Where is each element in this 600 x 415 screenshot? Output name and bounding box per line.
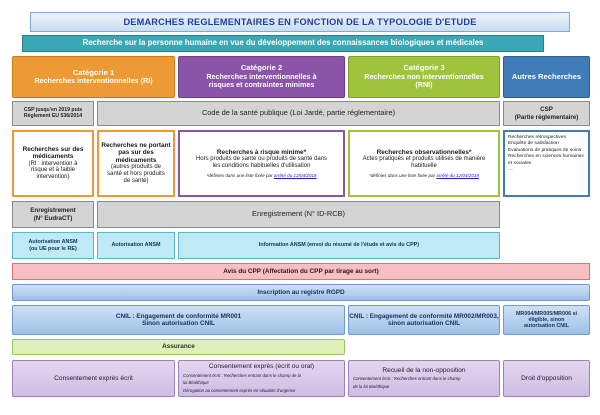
cnil-mr004-line3: autorisation CNIL — [524, 323, 569, 330]
detail-4-note-link[interactable]: arrêté du 12/04/2018 — [436, 172, 480, 178]
consent-2-fine-3: Dérogation au consentement exprès en situation d'urgence — [183, 388, 296, 394]
detail-4-body-2: habituelle — [411, 163, 437, 170]
category-4-name: Autres Recherches — [511, 71, 582, 81]
category-3-desc-2: (RNI) — [415, 80, 433, 90]
detail-2-body-2: santé et hors produits — [107, 171, 165, 178]
consent-3-fine-1: Consentement écrit : Recherches entrant dans le champ — [353, 376, 461, 382]
code-row-cat1 — [12, 101, 94, 126]
ansm-cat1b-text: Autorisation ANSM — [111, 242, 161, 249]
category-2-desc-2: risques et contraintes minimes — [208, 80, 315, 90]
rgpd-registry-text: Inscription au registre RGPD — [257, 288, 345, 296]
consent-express-oral-or-written — [178, 360, 345, 397]
registration-eudract-line1: Enregistrement — [30, 207, 76, 215]
consent-4-text: Droit d'opposition — [521, 374, 572, 382]
detail-box-medicaments — [12, 130, 94, 197]
code-row-autres — [503, 101, 590, 126]
code-row-cat1-line2: Règlement EU 536/2014 — [23, 112, 83, 119]
code-row-cat1-line1: CSP jusqu'en 2019 puis — [23, 106, 83, 113]
scope-banner-text: Recherche sur la personne humaine en vue du développement des connaissances biologiques et médicales — [82, 38, 484, 48]
detail-4-note-prefix: *définies dans une liste fixée par — [368, 172, 437, 178]
category-header-4 — [503, 56, 590, 98]
code-row-middle-text: Code de la santé publique (Loi Jardé, partie réglementaire) — [201, 108, 396, 118]
detail-4-note — [350, 173, 498, 178]
category-header-2 — [178, 56, 345, 98]
consent-express-written — [12, 360, 175, 397]
detail-3-body-1: Hors produits de santé ou produits de santé dans — [195, 156, 328, 163]
cnil-mr004-mr006 — [503, 305, 590, 335]
detail-4-title: Recherches observationnelles* — [376, 148, 472, 156]
detail-3-note-link[interactable]: arrêté du 12/04/2018 — [273, 172, 317, 178]
category-1-name: Catégorie 1 — [72, 67, 115, 77]
detail-box-autres-recherches — [503, 130, 590, 197]
ansm-cat1-line2: (ou UE pour le RE) — [29, 245, 77, 252]
ansm-cat1-line1: Autorisation ANSM — [28, 239, 78, 246]
cnil-mr002-line2: sinon autorisation CNIL — [387, 320, 461, 327]
ansm-information — [178, 232, 500, 259]
category-2-name: Catégorie 2 — [240, 63, 283, 73]
detail-5-line-2: Enquête de satisfaction — [508, 141, 559, 147]
ansm-authorization-cat1 — [12, 232, 94, 259]
page-title-text: DEMARCHES REGLEMENTAIRES EN FONCTION DE LA TYPOLOGIE D'ETUDE — [123, 16, 477, 27]
consent-2-title: Consentement exprès (écrit ou oral) — [208, 363, 315, 371]
scope-banner — [22, 35, 544, 52]
cpp-opinion-row — [12, 263, 590, 280]
consent-3-title: Recueil de la non-opposition — [382, 366, 466, 374]
cnil-mr001-line2: Sinon autorisation CNIL — [142, 320, 215, 327]
consent-2-fine-2: loi Bioéthique — [183, 380, 209, 386]
registration-idrcb-text: Enregistrement (N° ID-RCB) — [252, 209, 345, 219]
assurance-text: Assurance — [162, 343, 195, 351]
rgpd-registry-row — [12, 284, 590, 301]
consent-non-opposition — [348, 360, 500, 397]
detail-1-body-1: (RI : intervention à — [28, 160, 78, 167]
detail-5-line-1: Recherches rétrospectives — [508, 135, 566, 140]
assurance-row — [12, 339, 345, 355]
category-header-1 — [12, 56, 175, 98]
detail-1-title-1: Recherches sur des — [22, 145, 84, 153]
detail-5-line-3: Evaluations de pratiques de soins — [508, 147, 582, 153]
cnil-mr002-line1: CNIL : Engagement de conformité MR002/MR003, — [349, 312, 499, 320]
detail-3-title: Recherches à risque minime* — [216, 148, 307, 156]
cnil-mr002-mr003 — [348, 305, 500, 335]
consent-1-text: Consentement exprès écrit — [54, 374, 133, 382]
detail-2-body-3: de santé) — [123, 177, 149, 184]
detail-box-risque-minime — [178, 130, 345, 197]
category-3-desc-1: Recherches non interventionnelles — [364, 72, 484, 82]
cnil-mr004-line1: MR004/MR005/MR006 si — [515, 310, 578, 317]
registration-eudract — [12, 201, 94, 228]
detail-box-non-medicaments — [97, 130, 175, 197]
detail-5-line-4: Recherches en sciences humaines et sociales — [508, 154, 584, 166]
registration-eudract-line2: (N° EudraCT) — [33, 214, 73, 222]
detail-5-line-5: … — [508, 167, 513, 173]
code-row-middle — [97, 101, 500, 126]
detail-box-observationnelles — [348, 130, 500, 197]
cnil-mr001 — [12, 305, 345, 335]
detail-2-title-3: médicaments — [115, 156, 157, 164]
category-3-name: Catégorie 3 — [403, 63, 445, 73]
detail-4-body-1: Actes pratiqués et produits utilisés de manière — [362, 156, 486, 163]
page-title — [30, 12, 570, 32]
detail-3-note — [180, 173, 343, 178]
cpp-opinion-text: Avis du CPP (Affectation du CPP par tirage au sort) — [223, 267, 379, 275]
detail-1-body-2: risque et à faible — [30, 167, 76, 174]
detail-1-title-2: médicaments — [32, 153, 74, 161]
detail-2-title-1: Recherches ne portant — [101, 142, 171, 150]
ansm-authorization-cat1b — [97, 232, 175, 259]
detail-2-body-1: (autres produits de — [110, 164, 162, 171]
category-2-desc-1: Recherches interventionnelles à — [206, 72, 317, 82]
detail-2-title-2: pas sur des — [118, 149, 154, 157]
registration-idrcb — [97, 201, 500, 228]
ansm-information-text: Information ANSM (envoi du résumé de l'étude et avis du CPP) — [258, 242, 420, 249]
consent-3-fine-2: de la loi Bioéthique — [353, 384, 390, 390]
code-row-autres-line2: (Partie réglementaire) — [514, 113, 579, 121]
detail-1-body-3: intervention) — [36, 174, 70, 181]
detail-3-note-prefix: *définies dans une liste fixée par — [206, 172, 274, 178]
cnil-mr001-line1: CNIL : Engagement de conformité MR001 — [115, 312, 242, 320]
category-1-desc-1: Recherches interventionnelles (RI) — [34, 76, 153, 86]
detail-3-body-2: les conditions habituelles d'utilisation — [212, 163, 311, 170]
cnil-mr004-line2: éligible, sinon — [528, 316, 565, 323]
code-row-autres-line1: CSP — [540, 106, 553, 114]
category-header-3 — [348, 56, 500, 98]
consent-right-of-opposition — [503, 360, 590, 397]
consent-2-fine-1: Consentement écrit : Recherches entrant dans le champ de la — [183, 372, 301, 378]
